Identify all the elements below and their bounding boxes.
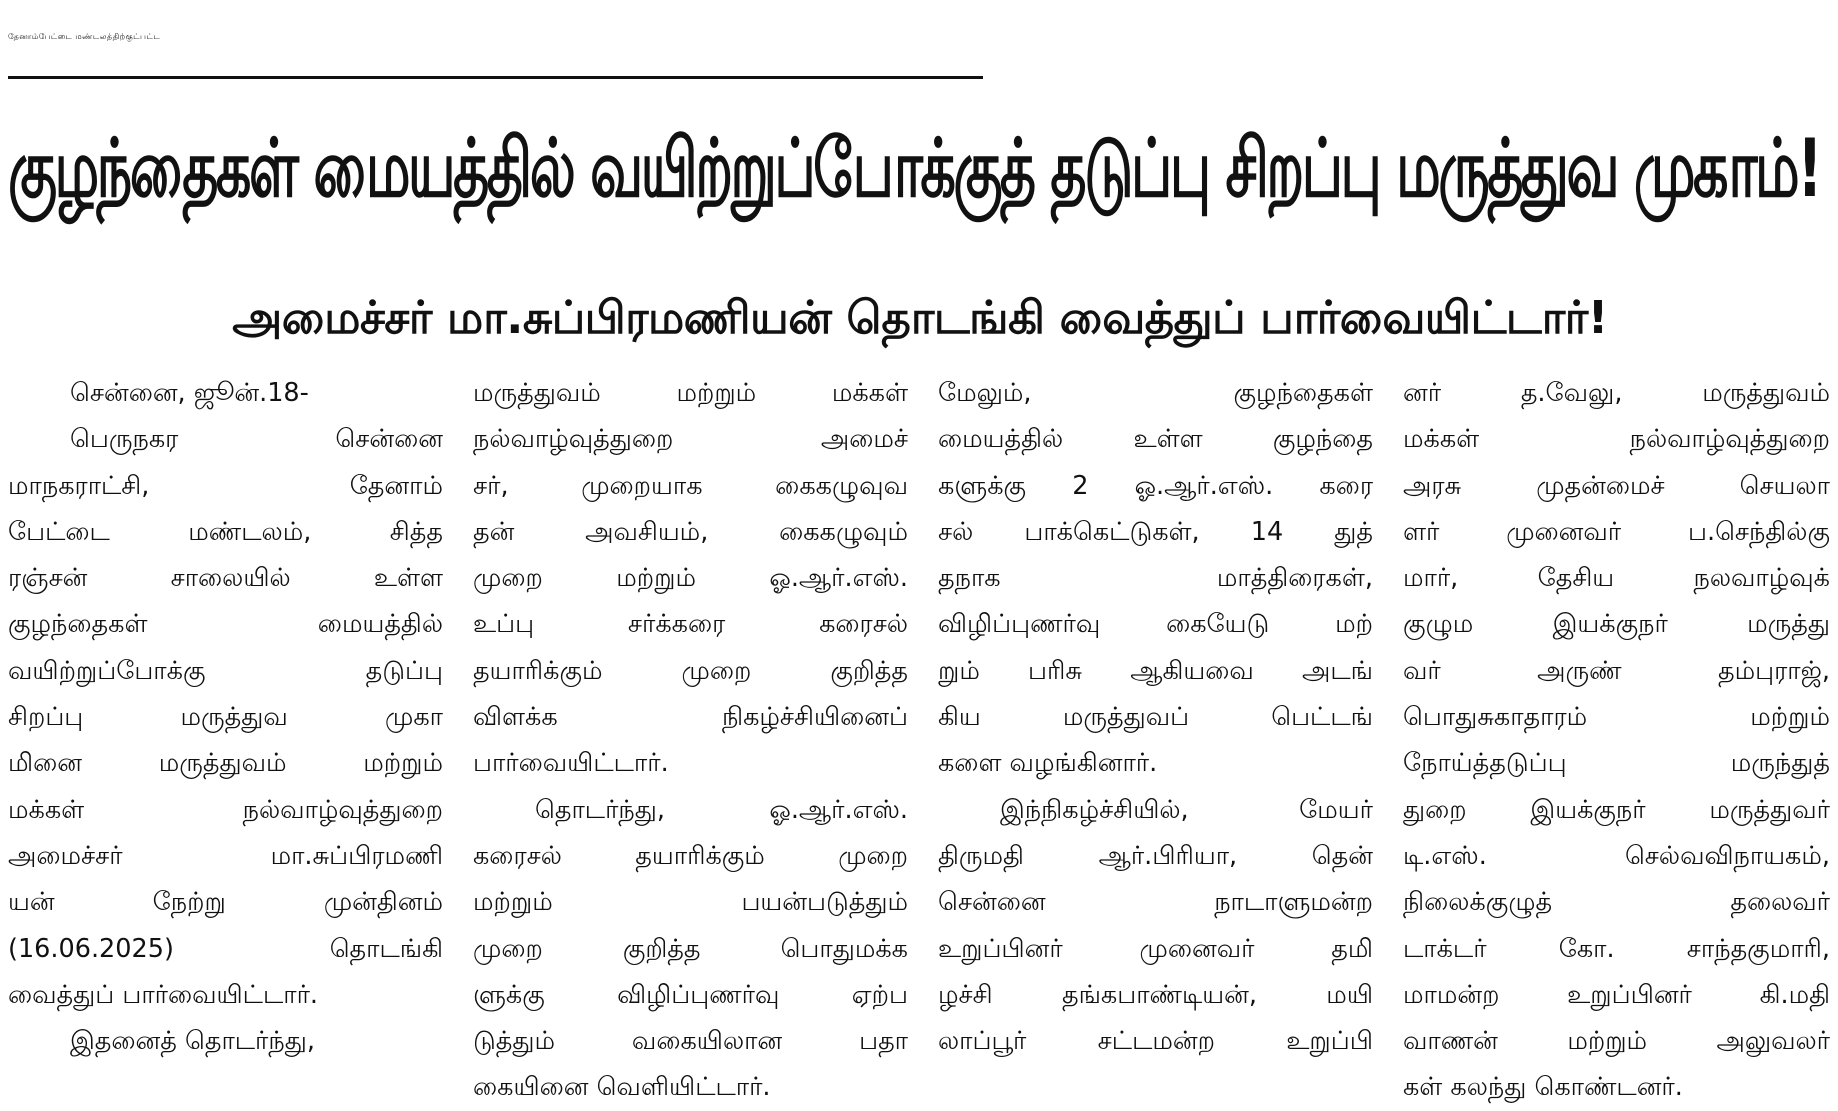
text-line: களுக்கு 2 ஓ.ஆர்.எஸ். கரை <box>938 470 1373 501</box>
text-line: டுத்தும் வகையிலான பதா <box>473 1026 908 1057</box>
text-line: ளுக்கு விழிப்புணர்வு ஏற்ப <box>473 979 908 1010</box>
text-line: அமைச்சர் மா.சுப்பிரமணி <box>8 840 443 871</box>
text-line: லாப்பூர் சட்டமன்ற உறுப்பி <box>938 1026 1373 1057</box>
text-line: கையினை வெளியிட்டார். <box>473 1072 771 1103</box>
text-line: பெருநகர சென்னை <box>70 424 443 455</box>
text-line: சென்னை நாடாளுமன்ற <box>938 887 1373 918</box>
text-line: துறை இயக்குநர் மருத்துவர் <box>1403 794 1830 825</box>
text-line: குழும இயக்குநர் மருத்து <box>1403 609 1830 640</box>
text-line: நோய்த்தடுப்பு மருந்துத் <box>1403 748 1830 779</box>
text-line: தன் அவசியம், கைகழுவும் <box>473 516 908 547</box>
text-line: மாமன்ற உறுப்பினர் கி.மதி <box>1403 979 1830 1010</box>
article-column-4 <box>1403 370 1830 1103</box>
text-line: களை வழங்கினார். <box>938 748 1158 779</box>
text-line: சல் பாக்கெட்டுகள், 14 துத் <box>938 516 1373 547</box>
article-column-1 <box>8 370 443 1080</box>
text-line: அரசு முதன்மைச் செயலா <box>1403 470 1830 501</box>
text-line: மேலும், குழந்தைகள் <box>938 378 1373 408</box>
text-line: நிலைக்குழுத் தலைவர் <box>1403 887 1830 918</box>
text-line: முறை குறித்த பொதுமக்க <box>473 933 908 964</box>
text-line: கரைசல் தயாரிக்கும் முறை <box>473 840 908 871</box>
text-line: மருத்துவம் மற்றும் மக்கள் <box>473 378 908 408</box>
text-line: மாநகராட்சி, தேனாம் <box>8 470 443 501</box>
text-line: கள் கலந்து கொண்டனர். <box>1403 1072 1683 1103</box>
text-line: பொதுசுகாதாரம் மற்றும் <box>1403 702 1830 733</box>
text-line: சிறப்பு மருத்துவ முகா <box>8 702 443 733</box>
text-line: விழிப்புணர்வு கையேடு மற் <box>938 609 1373 640</box>
text-line: மினை மருத்துவம் மற்றும் <box>8 748 443 779</box>
text-line: நல்வாழ்வுத்துறை அமைச் <box>473 424 908 455</box>
text-line: குழந்தைகள் மையத்தில் <box>8 609 443 640</box>
text-line: றும் பரிசு ஆகியவை அடங் <box>938 655 1373 686</box>
text-line: டாக்டர் கோ. சாந்தகுமாரி, <box>1403 933 1830 964</box>
text-line: வைத்துப் பார்வையிட்டார். <box>8 979 319 1010</box>
text-line: மார், தேசிய நலவாழ்வுக் <box>1403 563 1830 594</box>
text-line: தயாரிக்கும் முறை குறித்த <box>473 655 908 686</box>
text-line: இதனைத் தொடர்ந்து, <box>70 1026 315 1057</box>
subheadline: அமைச்சர் மா.சுப்பிரமணியன் தொடங்கி வைத்துப் பார்வையிட்டார்! <box>232 291 1608 344</box>
text-line: மற்றும் பயன்படுத்தும் <box>473 887 908 918</box>
article-column-2 <box>473 370 908 1103</box>
headline: குழந்தைகள் மையத்தில் வயிற்றுப்போக்குத் தடுப்பு சிறப்பு மருத்துவ முகாம்! <box>8 122 1821 217</box>
text-line: தொடர்ந்து, ஓ.ஆர்.எஸ். <box>535 794 908 825</box>
text-line: மக்கள் நல்வாழ்வுத்துறை <box>1403 424 1830 455</box>
text-line: சர், முறையாக கைகழுவுவ <box>473 470 908 501</box>
text-line: வயிற்றுப்போக்கு தடுப்பு <box>8 655 443 686</box>
text-line: விளக்க நிகழ்ச்சியினைப் <box>473 702 908 733</box>
text-line: பார்வையிட்டார். <box>473 748 669 779</box>
text-line: னர் த.வேலு, மருத்துவம் <box>1403 378 1830 408</box>
text-line: தநாக மாத்திரைகள், <box>938 563 1373 594</box>
kicker: தேனாம்பேட்டை மண்டலத்திற்குட்பட்ட <box>8 32 161 41</box>
text-line: யன் நேற்று முன்தினம் <box>8 887 443 918</box>
text-line: திருமதி ஆர்.பிரியா, தென் <box>938 840 1373 871</box>
text-line: கிய மருத்துவப் பெட்டங் <box>938 702 1373 733</box>
article-column-3 <box>938 370 1373 1080</box>
text-line: இந்நிகழ்ச்சியில், மேயர் <box>1000 794 1373 825</box>
text-line: உறுப்பினர் முனைவர் தமி <box>938 933 1373 964</box>
text-line: டி.எஸ். செல்வவிநாயகம், <box>1403 840 1830 871</box>
text-line: மையத்தில் உள்ள குழந்தை <box>938 424 1373 455</box>
text-line: வாணன் மற்றும் அலுவலர் <box>1403 1026 1830 1057</box>
text-line: ரஞ்சன் சாலையில் உள்ள <box>8 563 443 594</box>
text-line: ழச்சி தங்கபாண்டியன், மயி <box>938 979 1373 1010</box>
text-line: ளர் முனைவர் ப.செந்தில்கு <box>1403 516 1830 547</box>
text-line: உப்பு சர்க்கரை கரைசல் <box>473 609 908 640</box>
article-body <box>8 370 1830 1103</box>
text-line: வர் அருண் தம்புராஜ், <box>1403 655 1830 686</box>
text-line: முறை மற்றும் ஓ.ஆர்.எஸ். <box>473 563 908 594</box>
dateline: சென்னை, ஜூன்.18- <box>70 378 309 408</box>
text-line: பேட்டை மண்டலம், சித்த <box>8 516 443 547</box>
text-line: (16.06.2025) தொடங்கி <box>8 933 443 964</box>
text-line: மக்கள் நல்வாழ்வுத்துறை <box>8 794 443 825</box>
